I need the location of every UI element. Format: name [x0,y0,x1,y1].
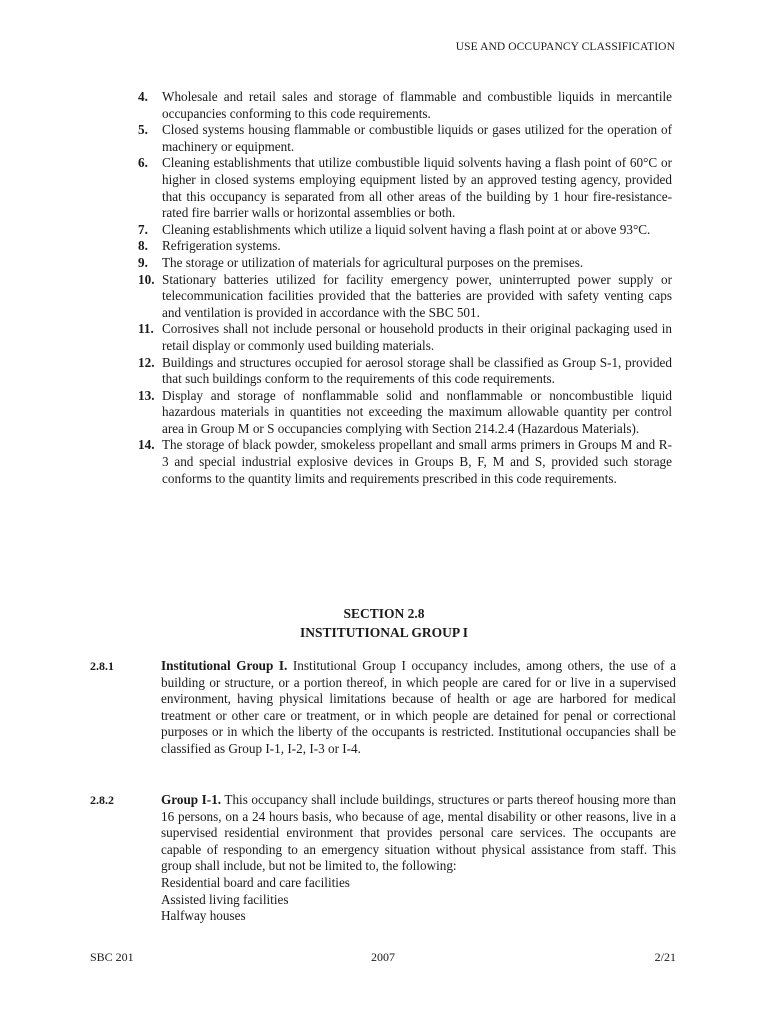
list-item-number: 14. [138,437,155,453]
section-heading [0,604,768,642]
footer-page-number: 2/21 [654,950,676,964]
list-item-text: The storage of black powder, smokeless propellant and small arms primers in Groups M and R-3 and special industrial explosive devices in Groups B, F, M and S, provided such storage conforms to the quantity limits and requirements prescribed in this code requirements. [162,437,672,486]
list-item-text: Cleaning establishments that utilize combustible liquid solvents having a flash point of 60°C or higher in closed systems employing equipment listed by an approved testing agency, provided that this occupancy is separated from all other areas of the building by 1 hour fire-resistance-rated fire barrier walls or horizontal assemblies or both. [162,155,672,221]
footer-year: 2007 [371,950,395,964]
clause-sub-item: Halfway houses [161,908,246,924]
provisions-list [138,89,672,487]
list-item-number: 12. [138,354,155,370]
list-item [138,238,672,255]
list-item-number: 5. [138,122,148,138]
section-title: INSTITUTIONAL GROUP I [299,625,469,640]
footer-code: SBC 201 [90,950,134,964]
list-item-text: Refrigeration systems. [162,238,281,254]
list-item [138,155,672,221]
clause-sub-item: Assisted living facilities [161,891,289,907]
clause-2-8-2 [90,792,676,925]
section-number: SECTION 2.8 [343,606,425,621]
list-item-text: Corrosives shall not include personal or household products in their original packaging used in retail display or commonly used building materials. [162,321,672,353]
clause-2-8-1 [90,658,676,758]
clause-sub-item: Residential board and care facilities [161,874,350,890]
running-header: USE AND OCCUPANCY CLASSIFICATION [455,41,675,53]
list-item [138,437,672,487]
list-item-number: 10. [138,271,155,287]
list-item-text: The storage or utilization of materials for agricultural purposes on the premises. [162,254,584,270]
clause-title: Group I-1. [161,792,222,807]
list-item [138,89,672,122]
clause-number: 2.8.2 [90,793,114,807]
list-item [138,272,672,322]
list-item [138,255,672,272]
list-item-text: Cleaning establishments which utilize a liquid solvent having a flash point at or above 93°C. [162,221,651,237]
clause-text: Institutional Group I occupancy includes, among others, the use of a building or structure, or a portion thereof, in which people are cared for or live in a supervised environment, having physical limitations because of health or age are harbored for medical treatment or other care or treatment, or in which people are detained for penal or correctional purposes or in which the liberty of the occupants is restricted. Institutional occupancies shall be classified as Group I-1, I-2, I-3 or I-4. [161,658,676,756]
list-item [138,222,672,239]
list-item-text: Stationary batteries utilized for facility emergency power, uninterrupted power supply or telecommunication facilities provided that the batteries are provided with safety venting caps and ventilation is provided in accordance with the SBC 501. [162,271,672,320]
list-item-number: 11. [138,321,154,337]
list-item [138,388,672,438]
list-item-number: 4. [138,89,148,104]
list-item-number: 9. [138,254,148,270]
list-item-text: Display and storage of nonflammable solid and nonflammable or noncombustible liquid hazardous materials in quantities not exceeding the maximum allowable quantity per control area in Group M or S occupancies complying with Section 214.2.4 (Hazardous Materials). [162,387,672,436]
list-item-text: Wholesale and retail sales and storage of flammable and combustible liquids in mercantile occupancies conforming to this code requirements. [162,89,672,121]
clause-text: This occupancy shall include buildings, structures or parts thereof housing more than 16 persons, on a 24 hours basis, who because of age, mental disability or other reasons, live in a supervised residential environment that provides personal care services. The occupants are capable of responding to an emergency situation without physical assistance from staff. This group shall include, but not be limited to, the following: [161,792,676,874]
list-item [138,321,672,354]
list-item-text: Buildings and structures occupied for aerosol storage shall be classified as Group S-1, provided that such buildings conform to the requirements of this code requirements. [162,354,672,387]
clause-body [161,792,676,925]
clause-number: 2.8.1 [90,659,114,673]
list-item-number: 8. [138,238,148,254]
clause-body [161,658,676,758]
list-item [138,355,672,388]
list-item-number: 6. [138,155,148,171]
list-item-number: 13. [138,387,155,403]
list-item-text: Closed systems housing flammable or combustible liquids or gases utilized for the operation of machinery or equipment. [162,122,672,154]
list-item-number: 7. [138,221,148,237]
list-item [138,122,672,155]
clause-title: Institutional Group I. [161,658,288,673]
